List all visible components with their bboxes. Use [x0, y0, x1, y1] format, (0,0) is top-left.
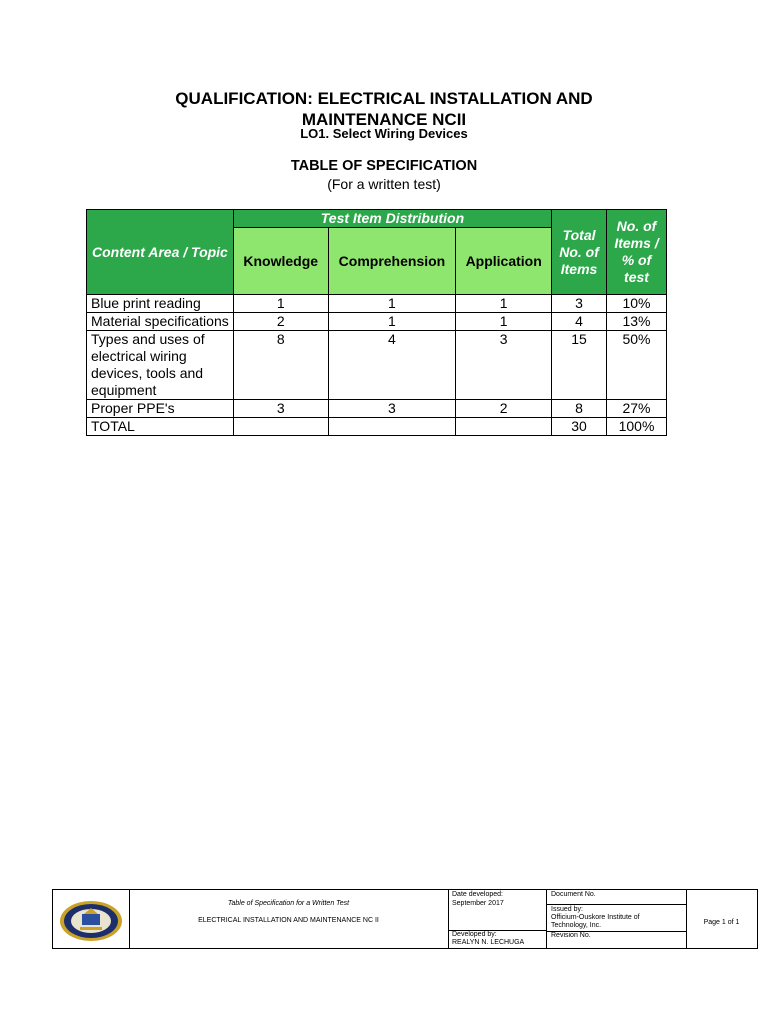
row-comprehension: 1: [328, 313, 456, 331]
row-topic: Proper PPE's: [87, 400, 234, 418]
footer-doc-subtitle: ELECTRICAL INSTALLATION AND MAINTENANCE NC II: [198, 917, 379, 924]
total-application-empty: [456, 418, 552, 436]
institute-seal-icon: [58, 900, 124, 942]
row-comprehension: 1: [328, 295, 456, 313]
footer-dev-cell: [448, 890, 547, 948]
row-total: 4: [552, 313, 607, 331]
qualification-title: [0, 88, 768, 130]
row-total: 3: [552, 295, 607, 313]
footer-date-label: Date developed:: [452, 891, 503, 898]
footer-logo-cell: [53, 890, 130, 948]
footer-date-value: September 2017: [452, 900, 504, 907]
row-comprehension: 4: [328, 331, 456, 400]
table-row: [87, 400, 667, 418]
row-percent: 50%: [607, 331, 667, 400]
row-knowledge: 3: [233, 400, 328, 418]
row-total: 8: [552, 400, 607, 418]
specification-table: [86, 209, 667, 436]
footer-issued-value: Officium-Ouskore Institute of Technology, Inc.: [551, 914, 640, 929]
row-topic: Material specifications: [87, 313, 234, 331]
header-content-area: Content Area / Topic: [87, 210, 234, 295]
row-topic: Blue print reading: [87, 295, 234, 313]
row-topic: Types and uses of electrical wiring devices, tools and equipment: [87, 331, 234, 400]
qualification-title-line2: MAINTENANCE NCII: [301, 110, 467, 129]
row-knowledge: 2: [233, 313, 328, 331]
footer-revision-label: Revision No.: [551, 932, 591, 939]
row-application: 1: [456, 295, 552, 313]
table-row: [87, 331, 667, 400]
qualification-title-line1: QUALIFICATION: ELECTRICAL INSTALLATION AND: [175, 89, 593, 108]
footer-developer-label: Developed by:: [452, 931, 497, 938]
total-comprehension-empty: [328, 418, 456, 436]
header-total-items: Total No. of Items: [552, 210, 607, 295]
total-items: 30: [552, 418, 607, 436]
learning-outcome: LO1. Select Wiring Devices: [300, 126, 468, 141]
row-knowledge: 8: [233, 331, 328, 400]
row-percent: 10%: [607, 295, 667, 313]
document-footer: [52, 889, 758, 949]
row-application: 2: [456, 400, 552, 418]
footer-title-cell: [129, 890, 449, 948]
footer-doc-title: Table of Specification for a Written Test: [227, 900, 350, 907]
row-application: 3: [456, 331, 552, 400]
footer-issued-label: Issued by:: [551, 906, 583, 913]
row-knowledge: 1: [233, 295, 328, 313]
total-row: [87, 418, 667, 436]
footer-page-number: Page 1 of 1: [703, 919, 740, 926]
table-row: [87, 313, 667, 331]
table-row: [87, 295, 667, 313]
footer-docno-label: Document No.: [551, 891, 596, 898]
row-percent: 27%: [607, 400, 667, 418]
table-title: TABLE OF SPECIFICATION: [290, 158, 478, 174]
row-total: 15: [552, 331, 607, 400]
header-percent-items: No. of Items / % of test: [607, 210, 667, 295]
footer-issue-cell: [546, 890, 687, 948]
header-comprehension: Comprehension: [328, 228, 456, 295]
header-application: Application: [456, 228, 552, 295]
total-percent: 100%: [607, 418, 667, 436]
total-label: TOTAL: [87, 418, 234, 436]
header-knowledge: Knowledge: [233, 228, 328, 295]
table-subtitle: (For a written test): [327, 176, 441, 192]
header-test-item-distribution: Test Item Distribution: [233, 210, 551, 228]
footer-developer-value: REALYN N. LECHUGA: [452, 939, 525, 946]
total-knowledge-empty: [233, 418, 328, 436]
row-percent: 13%: [607, 313, 667, 331]
row-application: 1: [456, 313, 552, 331]
row-comprehension: 3: [328, 400, 456, 418]
